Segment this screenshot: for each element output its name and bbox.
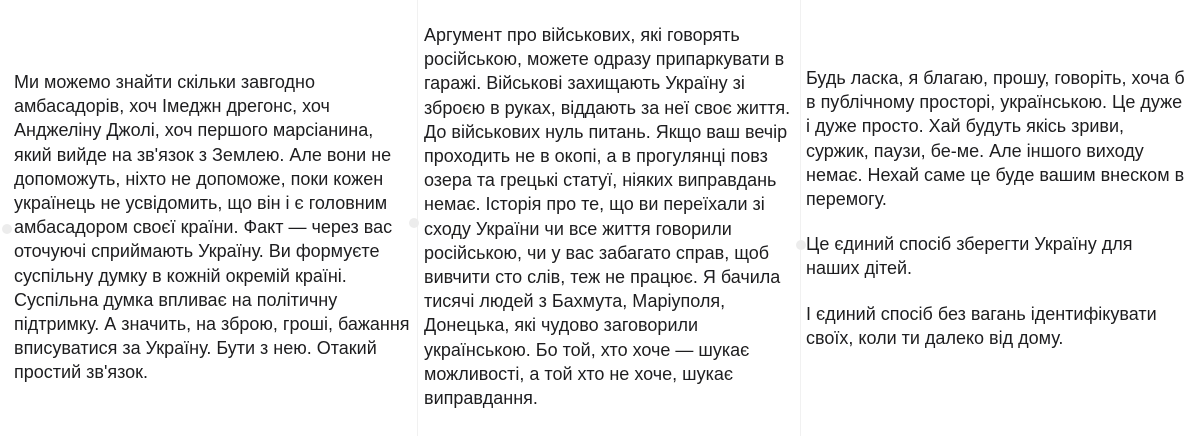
text-column-3 bbox=[806, 66, 1190, 350]
column-divider-right bbox=[800, 0, 801, 436]
text-column-1 bbox=[14, 70, 412, 385]
column-divider-left bbox=[417, 0, 418, 436]
column-1-paragraph: Ми можемо знайти скільки завгодно амбасадорів, хоч Імеджн дрегонс, хоч Анджеліну Джолі, хоч першого марсіанина, який вийде на зв'язок з Землею. Але вони не допоможуть, ніхто не допоможе, поки кожен українець не усвідомить, що він і є головним амбасадором своєї країни. Факт — через вас оточуючі сприймають Україну. Ви формуєте суспільну думку в кожній окремій країні. Суспільна думка впливає на політичну підтримку. А значить, на зброю, гроші, бажання вписуватися за Україну. Бути з нею. Отакий простий зв'язок. bbox=[14, 72, 410, 383]
text-column-2 bbox=[424, 23, 800, 410]
carousel-dot-left bbox=[2, 224, 12, 234]
column-2-paragraph: Аргумент про військових, які говорять російською, можете одразу припаркувати в гаражі. Військові захищають Україну зі зброєю в руках, віддають за неї своє життя. До військових нуль питань. Якщо ваш вечір проходить не в окопі, а в прогулянці повз озера та грецькі статуї, ніяких виправдань немає. Історія про те, що ви переїхали зі сходу України чи все життя говорили російською, чи у вас забагато справ, щоб вивчити сто слів, теж не працює. Я бачила тисячі людей з Бахмута, Маріуполя, Донецька, які чудово заговорили українською. Бо той, хто хоче — шукає можливості, а той хто не хоче, шукає виправдання. bbox=[424, 25, 791, 409]
column-3-paragraph-2: Це єдиний спосіб зберегти Україну для наших дітей. bbox=[806, 234, 1133, 279]
column-3-paragraph-3: І єдиний спосіб без вагань ідентифікувати своїх, коли ти далеко від дому. bbox=[806, 303, 1157, 348]
column-3-paragraph-1: Будь ласка, я благаю, прошу, говоріть, хоча б в публічному просторі, українською. Це дуже і дуже просто. Хай будуть якісь зриви, суржик, паузи, бе-ме. Але іншого виходу немає. Нехай саме це буде вашим внеском в перемогу. bbox=[806, 68, 1185, 210]
